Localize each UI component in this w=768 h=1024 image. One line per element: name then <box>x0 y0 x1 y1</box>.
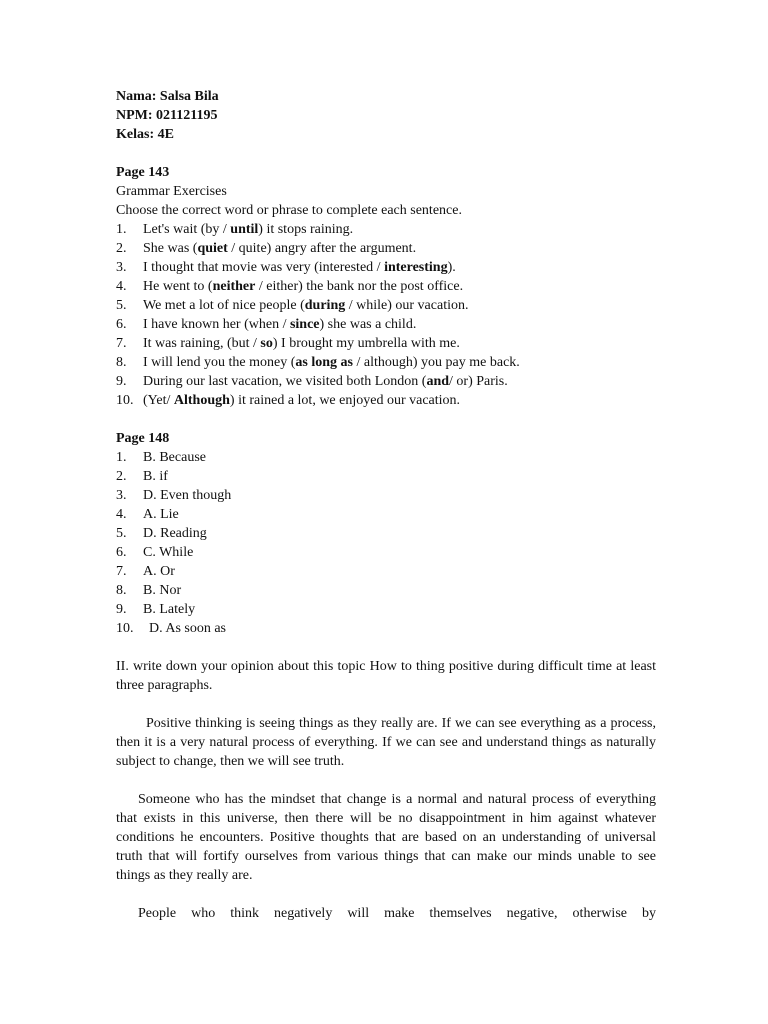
answer-text: D. Even though <box>143 488 232 503</box>
answer-text: B. Nor <box>143 583 182 598</box>
item-sentence <box>143 258 456 277</box>
answer-item <box>116 543 656 562</box>
item-number: 10. <box>116 393 134 408</box>
essay-paragraph-1: Positive thinking is seeing things as they really are. If we can see everything as a process, then it is a very natural process of everything. If we can see and understand things as naturally subject to change, then we will see truth. <box>116 716 656 769</box>
answer-item <box>116 467 656 486</box>
sentence-fragment: We met a lot of nice people ( <box>143 298 305 313</box>
sentence-fragment: She was ( <box>143 241 198 256</box>
item-number: 8. <box>116 355 127 370</box>
grammar-item <box>116 277 656 296</box>
spacer <box>116 410 656 429</box>
chosen-answer: Although <box>173 393 230 408</box>
item-sentence <box>143 334 460 353</box>
answer-number: 4. <box>116 507 127 522</box>
answer-item <box>116 581 656 600</box>
grammar-item <box>116 353 656 372</box>
answer-text: A. Lie <box>143 507 179 522</box>
answer-text: C. While <box>143 545 194 560</box>
answer-item <box>116 524 656 543</box>
spacer <box>116 885 656 904</box>
spacer <box>116 771 656 790</box>
answer-text: D. As soon as <box>149 621 227 636</box>
item-number: 3. <box>116 260 127 275</box>
item-number: 6. <box>116 317 127 332</box>
student-npm: NPM: 021121195 <box>116 108 218 123</box>
sentence-fragment: / although) you pay me back. <box>353 355 520 370</box>
spacer <box>116 144 656 163</box>
grammar-item <box>116 334 656 353</box>
page-143-heading: Page 143 <box>116 165 170 180</box>
grammar-item <box>116 372 656 391</box>
answer-number: 9. <box>116 602 127 617</box>
answer-item <box>116 562 656 581</box>
sentence-fragment: ) it stops raining. <box>258 222 354 237</box>
item-sentence <box>143 239 416 258</box>
sentence-fragment: I thought that movie was very (interested / <box>143 260 385 275</box>
item-sentence <box>143 391 460 410</box>
item-number: 1. <box>116 222 127 237</box>
item-number: 9. <box>116 374 127 389</box>
answer-text: B. Because <box>143 450 206 465</box>
grammar-exercise-list <box>116 220 656 410</box>
sentence-fragment: It was raining, (but / <box>143 336 261 351</box>
chosen-answer: interesting <box>384 260 448 275</box>
sentence-fragment: Let's wait (by / <box>143 222 231 237</box>
sentence-fragment: I will lend you the money ( <box>143 355 296 370</box>
answer-list <box>116 448 656 638</box>
chosen-answer: since <box>289 317 320 332</box>
grammar-exercises-subtitle: Grammar Exercises <box>116 184 227 199</box>
grammar-item <box>116 296 656 315</box>
document-page <box>116 87 656 923</box>
answer-number: 2. <box>116 469 127 484</box>
essay-paragraph-2: Someone who has the mindset that change is a normal and natural process of everything that exists in this universe, then there will be no disappointment in him against whatever conditions he encounters. Positive thoughts that are based on an understanding of universal truth that will fortify ourselves from various things that can make our minds unable to see things as they really are. <box>116 792 656 883</box>
chosen-answer: so <box>260 336 273 351</box>
answer-item <box>116 600 656 619</box>
item-sentence <box>143 277 463 296</box>
answer-number: 7. <box>116 564 127 579</box>
essay-prompt: II. write down your opinion about this topic How to thing positive during difficult time at least three paragraphs. <box>116 659 656 693</box>
answer-number: 8. <box>116 583 127 598</box>
page-148-heading: Page 148 <box>116 431 170 446</box>
grammar-item <box>116 315 656 334</box>
item-sentence <box>143 353 520 372</box>
grammar-item <box>116 239 656 258</box>
item-sentence <box>143 315 416 334</box>
item-number: 5. <box>116 298 127 313</box>
answer-item <box>116 505 656 524</box>
item-number: 4. <box>116 279 127 294</box>
chosen-answer: during <box>304 298 346 313</box>
sentence-fragment: (Yet/ <box>143 393 174 408</box>
item-number: 2. <box>116 241 127 256</box>
grammar-item <box>116 391 656 410</box>
answer-text: D. Reading <box>143 526 207 541</box>
sentence-fragment: ) I brought my umbrella with me. <box>272 336 460 351</box>
answer-item <box>116 448 656 467</box>
sentence-fragment: / either) the bank nor the post office. <box>255 279 464 294</box>
answer-number: 6. <box>116 545 127 560</box>
spacer <box>116 695 656 714</box>
sentence-fragment: / quite) angry after the argument. <box>227 241 417 256</box>
grammar-item <box>116 220 656 239</box>
spacer <box>116 638 656 657</box>
chosen-answer: until <box>230 222 259 237</box>
item-number: 7. <box>116 336 127 351</box>
sentence-fragment: During our last vacation, we visited both London ( <box>143 374 427 389</box>
exercise-instruction: Choose the correct word or phrase to complete each sentence. <box>116 203 462 218</box>
sentence-fragment: I have known her (when / <box>143 317 290 332</box>
answer-text: B. Lately <box>143 602 196 617</box>
answer-text: B. if <box>143 469 168 484</box>
chosen-answer: quiet <box>197 241 228 256</box>
answer-number: 10. <box>116 621 134 636</box>
sentence-fragment: / or) Paris. <box>449 374 508 389</box>
item-sentence <box>143 296 468 315</box>
answer-number: 3. <box>116 488 127 503</box>
sentence-fragment: ) she was a child. <box>319 317 417 332</box>
answer-number: 5. <box>116 526 127 541</box>
student-name: Nama: Salsa Bila <box>116 89 219 104</box>
answer-text: A. Or <box>143 564 175 579</box>
answer-item <box>116 619 656 638</box>
grammar-item <box>116 258 656 277</box>
answer-item <box>116 486 656 505</box>
essay-paragraph-3: People who think negatively will make themselves negative, otherwise by <box>138 906 656 921</box>
sentence-fragment: He went to ( <box>143 279 213 294</box>
student-class: Kelas: 4E <box>116 127 174 142</box>
chosen-answer: as long as <box>295 355 353 370</box>
chosen-answer: neither <box>212 279 256 294</box>
sentence-fragment: ) it rained a lot, we enjoyed our vacation. <box>229 393 461 408</box>
chosen-answer: and <box>426 374 450 389</box>
sentence-fragment: ). <box>447 260 456 275</box>
item-sentence <box>143 220 353 239</box>
item-sentence <box>143 372 508 391</box>
answer-number: 1. <box>116 450 127 465</box>
sentence-fragment: / while) our vacation. <box>345 298 469 313</box>
